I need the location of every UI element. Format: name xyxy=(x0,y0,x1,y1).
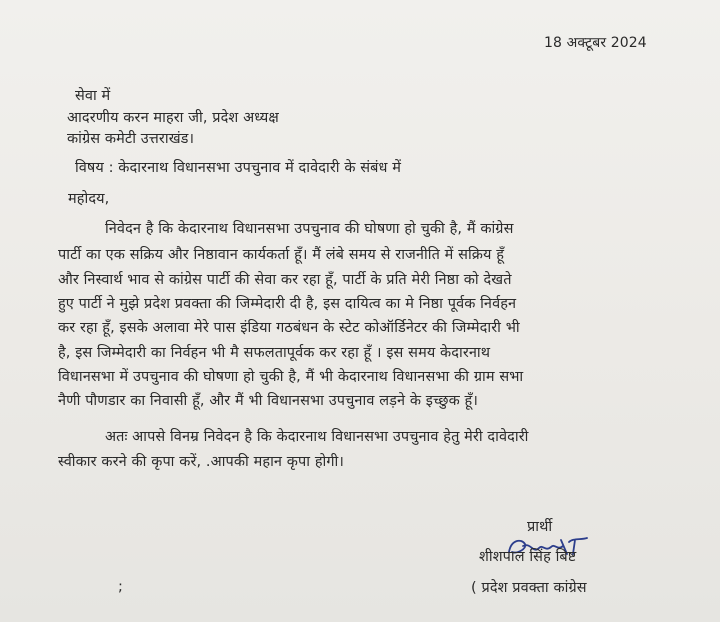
body-line-6: है, इस जिम्मेदारी का निर्वहन भी मै सफलतापूर्वक कर रहा हूँ । इस समय केदारनाथ xyxy=(58,345,491,361)
sender-name: शीशपाल सिंह बिष्ट xyxy=(479,549,577,565)
closing-line-2: स्वीकार करने की कृपा करें, .आपकी महान कृपा होगी। xyxy=(58,454,344,470)
body-line-1: निवेदन है कि केदारनाथ विधानसभा उपचुनाव की घोषणा हो चुकी है, मैं कांग्रेस xyxy=(105,221,514,237)
sender-designation: ( प्रदेश प्रवक्ता कांग्रेस xyxy=(471,580,587,596)
body-line-2: पार्टी का एक सक्रिय और निष्ठावान कार्यकर्ता हूँ। मैं लंबे समय से राजनीति में सक्रिय हूँ xyxy=(58,247,505,263)
closing-line-1: अतः आपसे विनम्र निवेदन है कि केदारनाथ विधानसभा उपचुनाव हेतु मेरी दावेदारी xyxy=(105,429,529,445)
body-line-4: हुए पार्टी ने मुझे प्रदेश प्रवक्ता की जिम्मेदारी दी है, इस दायित्व का मे निष्ठा पूर्वक निर्वहन xyxy=(58,296,517,312)
body-line-5: कर रहा हूँ, इसके अलावा मेरे पास इंडिया गठबंधन के स्टेट कोऑर्डिनेटर की जिम्मेदारी भी xyxy=(58,320,520,336)
recipient-line-2: आदरणीय करन माहरा जी, प्रदेश अध्यक्ष xyxy=(67,110,279,126)
stray-mark: ; xyxy=(118,579,123,595)
body-line-3: और निस्वार्थ भाव से कांग्रेस पार्टी की सेवा कर रहा हूँ, पार्टी के प्रति मेरी निष्ठा को देखते xyxy=(58,272,512,288)
sender-label: प्रार्थी xyxy=(527,519,553,535)
letter-subject: विषय : केदारनाथ विधानसभा उपचुनाव में दावेदारी के संबंध में xyxy=(75,160,402,176)
body-line-8: नैणी पौणडार का निवासी हूँ, और मैं भी विधानसभा उपचुनाव लड़ने के इच्छुक हूँ। xyxy=(58,393,478,409)
recipient-line-1: सेवा में xyxy=(75,88,111,104)
letter-date: 18 अक्टूबर 2024 xyxy=(544,35,647,51)
body-line-7: विधानसभा में उपचुनाव की घोषणा हो चुकी है, मैं भी केदारनाथ विधानसभा की ग्राम सभा xyxy=(58,369,524,385)
recipient-line-3: कांग्रेस कमेटी उत्तराखंड। xyxy=(67,131,195,147)
salutation: महोदय, xyxy=(68,191,110,207)
